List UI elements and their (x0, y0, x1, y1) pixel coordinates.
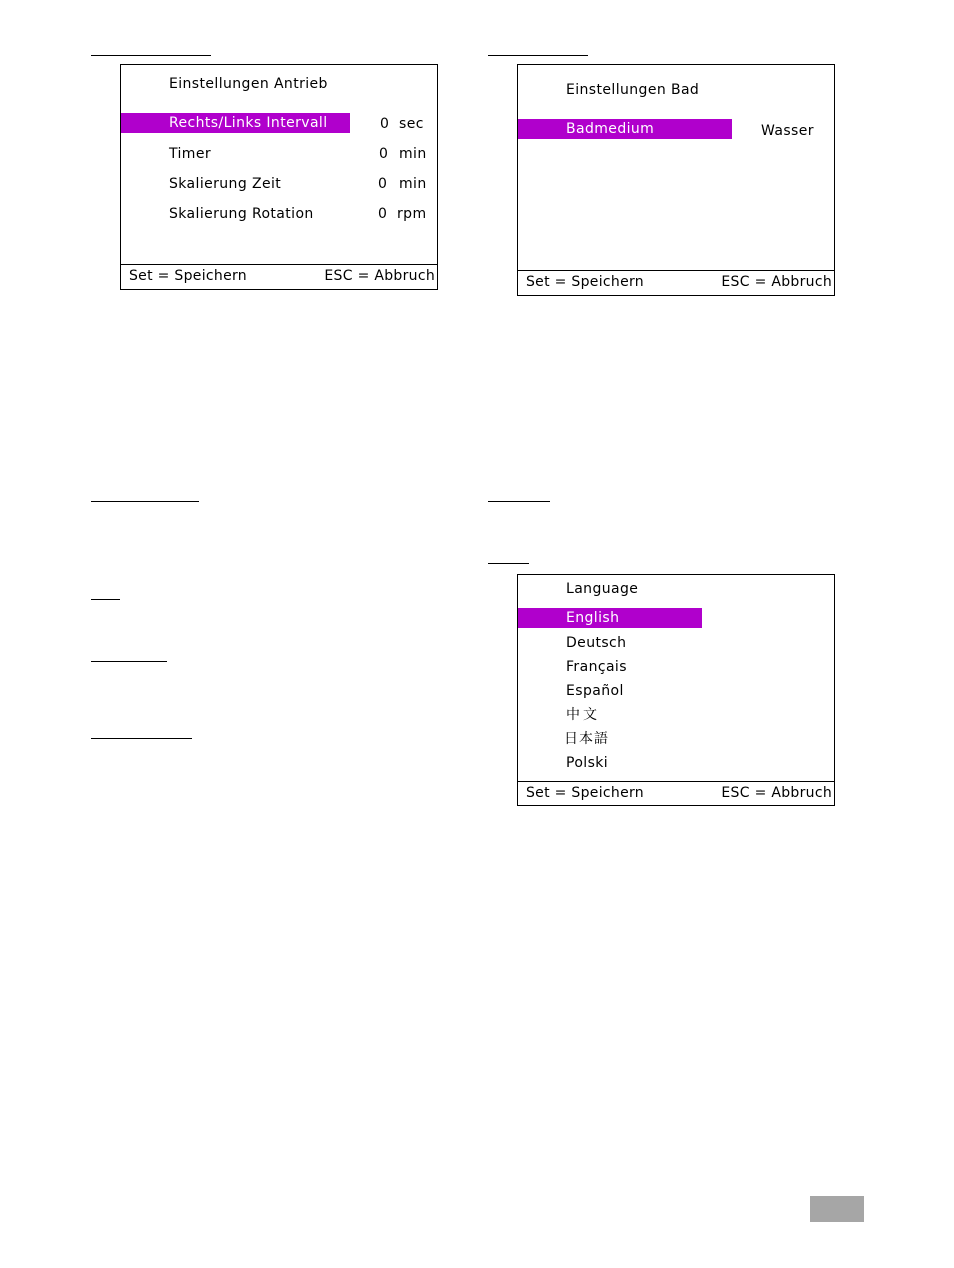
menu-row-value: 0 (378, 176, 388, 192)
menu-row-interval[interactable] (121, 113, 350, 133)
language-screen (517, 574, 835, 806)
menu-row-unit: sec (399, 116, 424, 132)
heading-rule (488, 563, 529, 564)
language-option-francais[interactable]: Français (566, 659, 627, 675)
heading-rule (91, 661, 167, 662)
menu-row-label: Skalierung Zeit (169, 176, 282, 192)
screen-title: Language (566, 581, 639, 597)
heading-rule (91, 501, 199, 502)
heading-rule (91, 55, 211, 56)
menu-row-unit: rpm (397, 206, 427, 222)
language-option-japanese[interactable]: 日本語 (564, 731, 609, 747)
menu-row-label: Badmedium (566, 121, 655, 137)
menu-row-label: Timer (169, 146, 212, 162)
footer-divider (121, 264, 437, 265)
language-option-label: English (566, 610, 620, 626)
footer-cancel-hint: ESC = Abbruch (324, 268, 435, 284)
footer-cancel-hint: ESC = Abbruch (721, 274, 832, 290)
menu-row-value: 0 (380, 116, 390, 132)
menu-row-bath-medium[interactable] (518, 119, 732, 139)
footer-save-hint: Set = Speichern (526, 785, 644, 801)
language-option-deutsch[interactable]: Deutsch (566, 635, 627, 651)
menu-row-label: Skalierung Rotation (169, 206, 314, 222)
heading-rule (488, 55, 588, 56)
language-option-polski[interactable]: Polski (566, 755, 609, 771)
heading-rule (91, 599, 120, 600)
page-number-box (810, 1196, 864, 1222)
footer-save-hint: Set = Speichern (129, 268, 247, 284)
footer-cancel-hint: ESC = Abbruch (721, 785, 832, 801)
footer-divider (518, 781, 834, 782)
menu-row-unit: min (399, 146, 427, 162)
screen-title: Einstellungen Antrieb (169, 76, 328, 92)
menu-row-value: 0 (378, 206, 388, 222)
heading-rule (91, 738, 192, 739)
heading-rule (488, 501, 550, 502)
bath-settings-screen (517, 64, 835, 296)
language-option-chinese[interactable]: 中文 (566, 707, 600, 723)
menu-row-label: Rechts/Links Intervall (169, 115, 328, 131)
language-option-espanol[interactable]: Español (566, 683, 624, 699)
menu-row-value: 0 (379, 146, 389, 162)
footer-divider (518, 270, 834, 271)
language-option-english[interactable] (518, 608, 702, 628)
menu-row-value: Wasser (761, 123, 814, 139)
footer-save-hint: Set = Speichern (526, 274, 644, 290)
screen-title: Einstellungen Bad (566, 82, 700, 98)
drive-settings-screen (120, 64, 438, 290)
menu-row-unit: min (399, 176, 427, 192)
